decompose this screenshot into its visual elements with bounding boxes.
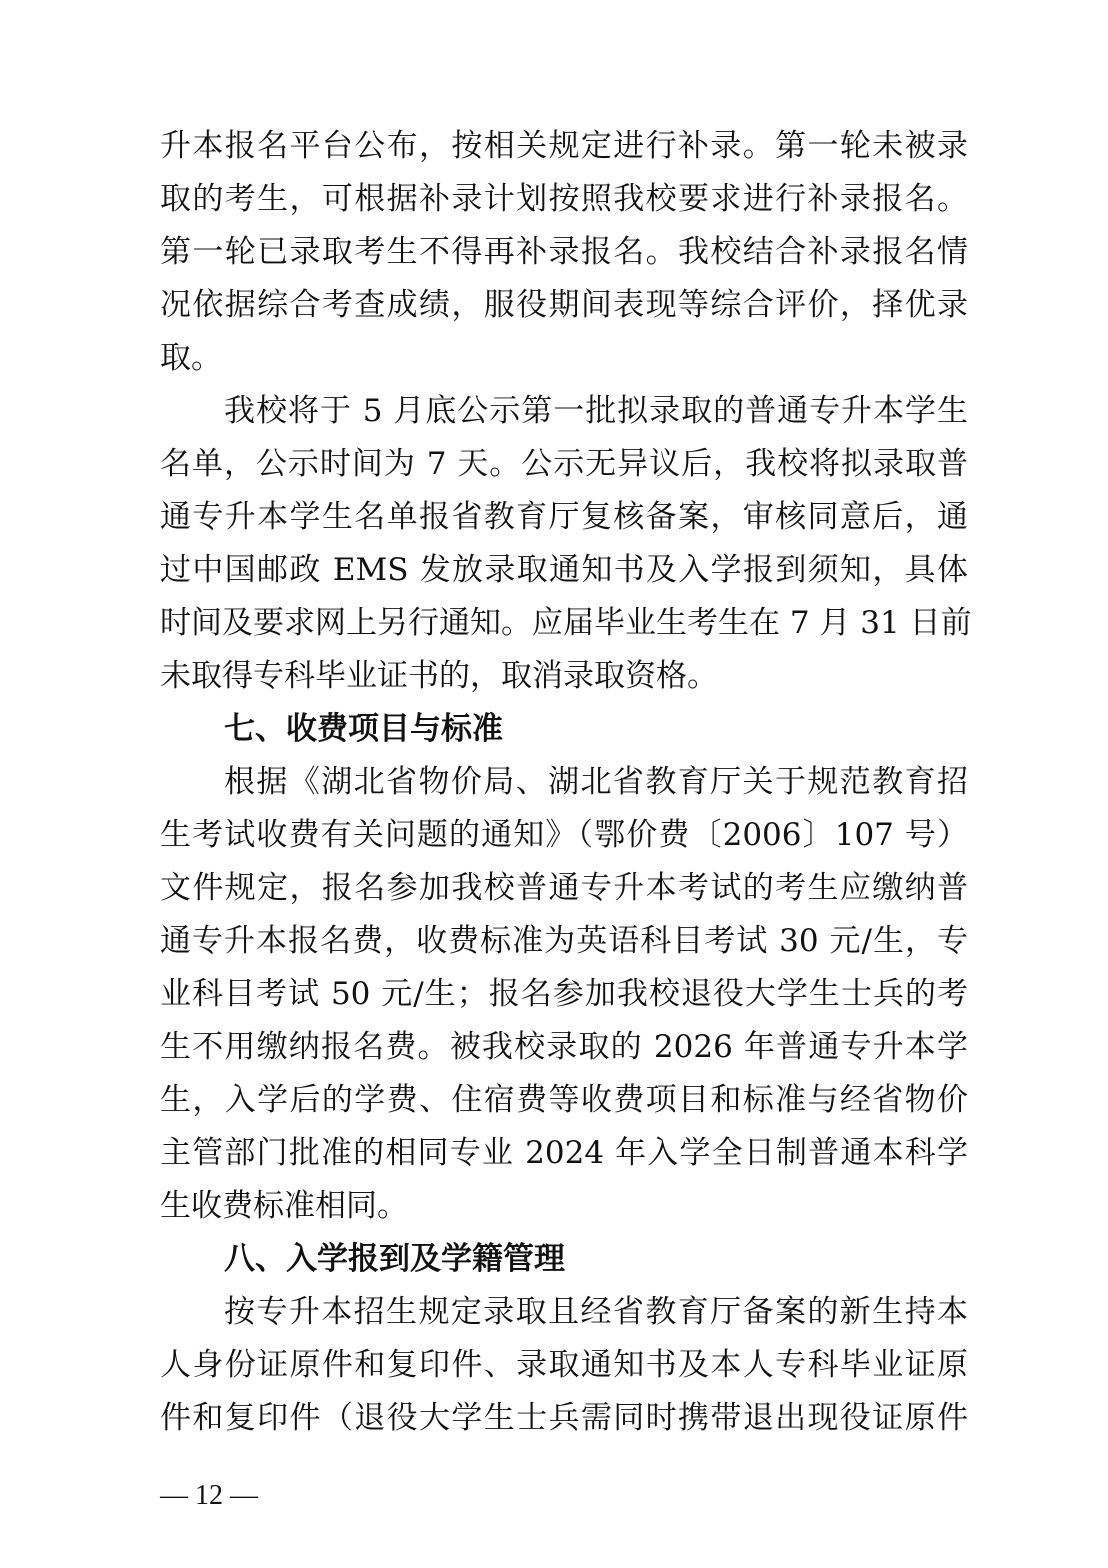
text-line: 生不用缴纳报名费。被我校录取的 2026 年普通专升本学 [160, 1029, 968, 1065]
text-line: 人身份证原件和复印件、录取通知书及本人专科毕业证原 [160, 1347, 968, 1383]
document-body [160, 120, 972, 1445]
text-line: 件和复印件（退役大学生士兵需同时携带退出现役证原件 [160, 1400, 968, 1436]
text-line: 业科目考试 50 元/生；报名参加我校退役大学生士兵的考 [160, 976, 968, 1012]
section-heading-enrollment: 八、入学报到及学籍管理 [224, 1241, 565, 1277]
text-line: 按专升本招生规定录取且经省教育厅备案的新生持本 [224, 1294, 968, 1330]
text-line: 生考试收费有关问题的通知》（鄂价费〔2006〕107 号） [160, 817, 968, 853]
text-line: 取。 [160, 340, 222, 376]
section-heading-fees: 七、收费项目与标准 [224, 711, 503, 747]
paragraph-2 [160, 385, 972, 703]
text-line: 我校将于 5 月底公示第一批拟录取的普通专升本学生 [224, 393, 968, 429]
text-line: 过中国邮政 EMS 发放录取通知书及入学报到须知，具体 [160, 552, 968, 588]
text-line: 未取得专科毕业证书的，取消录取资格。 [160, 658, 718, 694]
text-line: 第一轮已录取考生不得再补录报名。我校结合补录报名情 [160, 234, 968, 270]
text-line: 况依据综合考查成绩，服役期间表现等综合评价，择优录 [160, 287, 968, 323]
text-line: 生，入学后的学费、住宿费等收费项目和标准与经省物价 [160, 1082, 968, 1118]
text-line: 文件规定，报名参加我校普通专升本考试的考生应缴纳普 [160, 870, 968, 906]
paragraph-1 [160, 120, 968, 385]
page-number: — 12 — [160, 1480, 258, 1511]
text-line: 名单，公示时间为 7 天。公示无异议后，我校将拟录取普 [160, 446, 968, 482]
text-line: 取的考生，可根据补录计划按照我校要求进行补录报名。 [160, 181, 968, 217]
text-line: 生收费标准相同。 [160, 1188, 408, 1224]
text-line: 根据《湖北省物价局、湖北省教育厅关于规范教育招 [224, 764, 968, 800]
text-line: 升本报名平台公布，按相关规定进行补录。第一轮未被录 [160, 128, 968, 164]
paragraph-3 [160, 756, 968, 1233]
text-line: 主管部门批准的相同专业 2024 年入学全日制普通本科学 [160, 1135, 968, 1171]
paragraph-4 [160, 1286, 968, 1445]
text-line: 时间及要求网上另行通知。应届毕业生考生在 7 月 31 日前 [160, 605, 972, 641]
text-line: 通专升本学生名单报省教育厅复核备案，审核同意后，通 [160, 499, 968, 535]
text-line: 通专升本报名费，收费标准为英语科目考试 30 元/生，专 [160, 923, 968, 959]
